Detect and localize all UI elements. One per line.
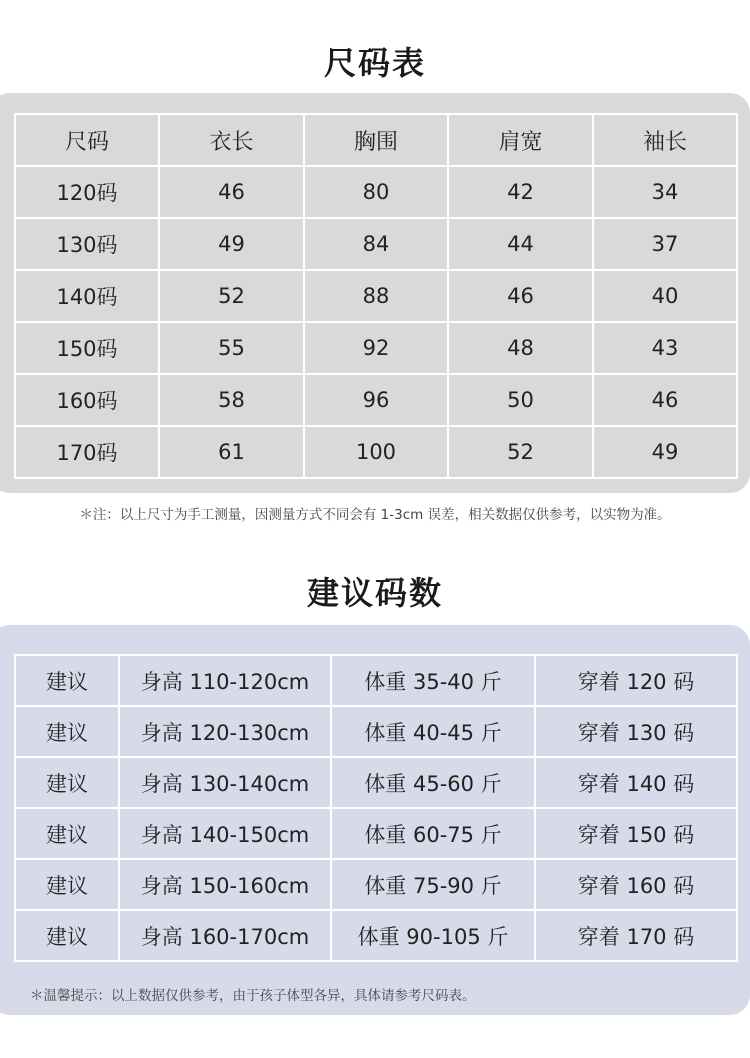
table-cell: 44 [448,218,593,270]
recommendation-table [14,654,738,962]
header-cell-chest: 胸围 [304,114,448,166]
header-cell-size: 尺码 [15,114,159,166]
size-chart-note: ＊注：以上尺寸为手工测量，因测量方式不同会有 1-3cm 误差，相关数据仅供参考，以实物为准。 [79,507,671,523]
table-cell: 穿着 160 码 [535,859,737,910]
table-cell: 体重 35-40 斤 [331,655,535,706]
table-cell: 46 [593,374,737,426]
table-row [15,322,737,374]
table-cell: 37 [593,218,737,270]
table-cell: 34 [593,166,737,218]
table-cell: 140码 [15,270,159,322]
table-cell: 46 [448,270,593,322]
table-cell: 穿着 130 码 [535,706,737,757]
table-cell: 100 [304,426,448,478]
table-row [15,757,737,808]
table-row [15,166,737,218]
table-cell: 身高 120-130cm [119,706,331,757]
table-cell: 体重 90-105 斤 [331,910,535,961]
table-row [15,859,737,910]
table-cell: 150码 [15,322,159,374]
table-cell: 穿着 150 码 [535,808,737,859]
table-cell: 49 [593,426,737,478]
table-row [15,655,737,706]
table-cell: 建议 [15,757,119,808]
table-cell: 42 [448,166,593,218]
size-chart-header-row [15,114,737,166]
table-cell: 50 [448,374,593,426]
table-cell: 建议 [15,706,119,757]
table-cell: 58 [159,374,304,426]
table-cell: 61 [159,426,304,478]
table-cell: 体重 45-60 斤 [331,757,535,808]
table-row [15,808,737,859]
table-cell: 身高 150-160cm [119,859,331,910]
table-cell: 建议 [15,910,119,961]
table-cell: 建议 [15,808,119,859]
table-cell: 49 [159,218,304,270]
table-cell: 穿着 170 码 [535,910,737,961]
table-cell: 96 [304,374,448,426]
table-cell: 46 [159,166,304,218]
table-cell: 体重 60-75 斤 [331,808,535,859]
header-cell-length: 衣长 [159,114,304,166]
table-cell: 体重 40-45 斤 [331,706,535,757]
table-cell: 穿着 120 码 [535,655,737,706]
table-cell: 120码 [15,166,159,218]
table-row [15,426,737,478]
table-cell: 55 [159,322,304,374]
table-row [15,270,737,322]
recommendation-note: ＊温馨提示：以上数据仅供参考，由于孩子体型各异，具体请参考尺码表。 [30,988,476,1004]
table-row [15,218,737,270]
table-cell: 48 [448,322,593,374]
table-cell: 130码 [15,218,159,270]
table-row [15,706,737,757]
table-cell: 身高 130-140cm [119,757,331,808]
size-chart-table [14,113,738,479]
table-cell: 40 [593,270,737,322]
header-cell-shoulder: 肩宽 [448,114,593,166]
table-cell: 体重 75-90 斤 [331,859,535,910]
table-cell: 52 [159,270,304,322]
table-row [15,374,737,426]
table-cell: 84 [304,218,448,270]
table-cell: 建议 [15,859,119,910]
table-cell: 80 [304,166,448,218]
table-cell: 穿着 140 码 [535,757,737,808]
recommendation-title: 建议码数 [306,574,443,612]
table-cell: 身高 110-120cm [119,655,331,706]
table-cell: 160码 [15,374,159,426]
table-cell: 43 [593,322,737,374]
table-cell: 建议 [15,655,119,706]
table-cell: 88 [304,270,448,322]
table-cell: 52 [448,426,593,478]
table-cell: 170码 [15,426,159,478]
table-row [15,910,737,961]
table-cell: 身高 140-150cm [119,808,331,859]
header-cell-sleeve: 袖长 [593,114,737,166]
size-chart-title: 尺码表 [323,44,426,82]
table-cell: 身高 160-170cm [119,910,331,961]
table-cell: 92 [304,322,448,374]
